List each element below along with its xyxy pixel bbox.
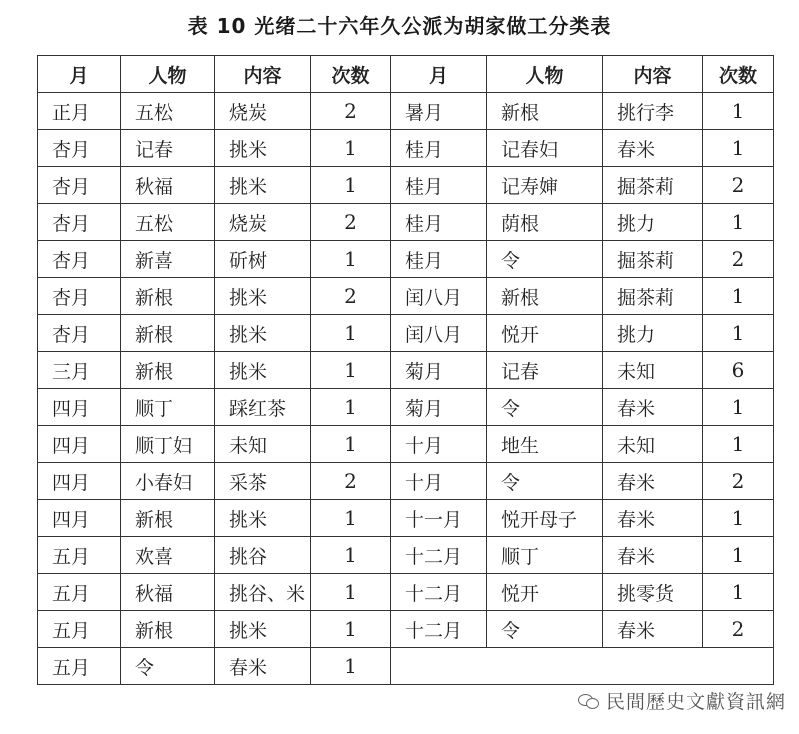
- table-row: [38, 537, 774, 574]
- person-cell: 记春: [121, 130, 215, 167]
- month-cell: 正月: [38, 93, 121, 130]
- count-cell: 1: [311, 500, 391, 537]
- person-cell: 秋福: [121, 574, 215, 611]
- header-count: 次数: [311, 56, 391, 93]
- count-cell: 1: [703, 315, 774, 352]
- table-row: [38, 352, 774, 389]
- person-cell: 悦开: [487, 574, 603, 611]
- count-cell: 1: [311, 167, 391, 204]
- person-cell: 小春妇: [121, 463, 215, 500]
- count-cell: 2: [703, 241, 774, 278]
- header-content: 内容: [603, 56, 703, 93]
- content-cell: 春米: [603, 389, 703, 426]
- count-cell: 1: [311, 315, 391, 352]
- person-cell: 秋福: [121, 167, 215, 204]
- content-cell: 烧炭: [215, 93, 311, 130]
- month-cell: 暑月: [391, 93, 487, 130]
- month-cell: 闰八月: [391, 315, 487, 352]
- count-cell: 1: [703, 130, 774, 167]
- content-cell: 斫树: [215, 241, 311, 278]
- person-cell: 新喜: [121, 241, 215, 278]
- content-cell: 挑米: [215, 500, 311, 537]
- content-cell: 挑米: [215, 611, 311, 648]
- count-cell: 2: [311, 278, 391, 315]
- count-cell: 1: [311, 574, 391, 611]
- month-cell: 四月: [38, 463, 121, 500]
- month-cell: 四月: [38, 389, 121, 426]
- header-row: [38, 56, 774, 93]
- count-cell: 6: [703, 352, 774, 389]
- count-cell: 1: [311, 611, 391, 648]
- person-cell: 地生: [487, 426, 603, 463]
- month-cell: 四月: [38, 426, 121, 463]
- count-cell: 1: [311, 241, 391, 278]
- watermark-text: 民間歷史文獻資訊網: [606, 691, 787, 713]
- content-cell: 春米: [603, 463, 703, 500]
- content-cell: 春米: [215, 648, 311, 685]
- count-cell: 1: [703, 93, 774, 130]
- month-cell: 桂月: [391, 241, 487, 278]
- content-cell: 挑行李: [603, 93, 703, 130]
- content-cell: 挑米: [215, 130, 311, 167]
- person-cell: 新根: [487, 278, 603, 315]
- header-person: 人物: [487, 56, 603, 93]
- person-cell: 顺丁: [487, 537, 603, 574]
- content-cell: 挑力: [603, 204, 703, 241]
- table-row: [38, 278, 774, 315]
- content-cell: 踩红茶: [215, 389, 311, 426]
- person-cell: 五松: [121, 204, 215, 241]
- count-cell: 2: [703, 167, 774, 204]
- header-month: 月: [391, 56, 487, 93]
- content-cell: 未知: [603, 426, 703, 463]
- header-month: 月: [38, 56, 121, 93]
- table-row: [38, 130, 774, 167]
- header-content: 内容: [215, 56, 311, 93]
- content-cell: 春米: [603, 500, 703, 537]
- header-person: 人物: [121, 56, 215, 93]
- table-row: [38, 648, 774, 685]
- month-cell: 菊月: [391, 389, 487, 426]
- month-cell: 桂月: [391, 130, 487, 167]
- month-cell: 五月: [38, 574, 121, 611]
- content-cell: 未知: [603, 352, 703, 389]
- count-cell: 1: [703, 500, 774, 537]
- table-row: [38, 204, 774, 241]
- person-cell: 顺丁: [121, 389, 215, 426]
- content-cell: 挑零货: [603, 574, 703, 611]
- person-cell: 令: [487, 611, 603, 648]
- work-table: [37, 55, 774, 685]
- month-cell: 闰八月: [391, 278, 487, 315]
- content-cell: 烧炭: [215, 204, 311, 241]
- month-cell: 桂月: [391, 204, 487, 241]
- person-cell: 顺丁妇: [121, 426, 215, 463]
- table-row: [38, 500, 774, 537]
- person-cell: 新根: [487, 93, 603, 130]
- content-cell: 采茶: [215, 463, 311, 500]
- person-cell: 新根: [121, 500, 215, 537]
- person-cell: 新根: [121, 315, 215, 352]
- person-cell: 悦开: [487, 315, 603, 352]
- content-cell: 春米: [603, 130, 703, 167]
- person-cell: 悦开母子: [487, 500, 603, 537]
- month-cell: 杏月: [38, 204, 121, 241]
- header-count: 次数: [703, 56, 774, 93]
- month-cell: 杏月: [38, 167, 121, 204]
- month-cell: 十二月: [391, 574, 487, 611]
- wechat-icon: [578, 692, 600, 710]
- count-cell: 2: [703, 463, 774, 500]
- person-cell: 记春妇: [487, 130, 603, 167]
- count-cell: 1: [703, 426, 774, 463]
- month-cell: 五月: [38, 611, 121, 648]
- table-title: 表 10 光绪二十六年久公派为胡家做工分类表: [187, 14, 612, 38]
- person-cell: 令: [487, 463, 603, 500]
- content-cell: 挑谷: [215, 537, 311, 574]
- count-cell: 2: [703, 611, 774, 648]
- count-cell: 2: [311, 204, 391, 241]
- month-cell: 十二月: [391, 611, 487, 648]
- person-cell: 荫根: [487, 204, 603, 241]
- table-row: [38, 93, 774, 130]
- table-row: [38, 426, 774, 463]
- table-row: [38, 611, 774, 648]
- person-cell: 令: [487, 241, 603, 278]
- person-cell: 令: [121, 648, 215, 685]
- count-cell: 1: [311, 426, 391, 463]
- table-body: [38, 93, 774, 685]
- content-cell: 挑米: [215, 167, 311, 204]
- table-row: [38, 574, 774, 611]
- month-cell: 菊月: [391, 352, 487, 389]
- person-cell: 新根: [121, 611, 215, 648]
- month-cell: 杏月: [38, 130, 121, 167]
- count-cell: 1: [311, 537, 391, 574]
- month-cell: 十一月: [391, 500, 487, 537]
- month-cell: 十月: [391, 463, 487, 500]
- person-cell: 令: [487, 389, 603, 426]
- table-row: [38, 241, 774, 278]
- person-cell: 记春: [487, 352, 603, 389]
- table-row: [38, 315, 774, 352]
- watermark: [578, 687, 786, 714]
- table-row: [38, 463, 774, 500]
- month-cell: 杏月: [38, 241, 121, 278]
- count-cell: 2: [311, 463, 391, 500]
- content-cell: 春米: [603, 611, 703, 648]
- month-cell: 四月: [38, 500, 121, 537]
- count-cell: 1: [703, 389, 774, 426]
- content-cell: 挑米: [215, 352, 311, 389]
- count-cell: 2: [311, 93, 391, 130]
- month-cell: 五月: [38, 537, 121, 574]
- person-cell: 记寿婶: [487, 167, 603, 204]
- month-cell: 杏月: [38, 278, 121, 315]
- month-cell: 十月: [391, 426, 487, 463]
- month-cell: 三月: [38, 352, 121, 389]
- content-cell: 挑米: [215, 315, 311, 352]
- month-cell: 五月: [38, 648, 121, 685]
- content-cell: 挑力: [603, 315, 703, 352]
- count-cell: 1: [311, 648, 391, 685]
- count-cell: 1: [311, 389, 391, 426]
- count-cell: 1: [311, 130, 391, 167]
- empty-cell: [391, 648, 774, 685]
- count-cell: 1: [311, 352, 391, 389]
- content-cell: 掘茶莉: [603, 167, 703, 204]
- count-cell: 1: [703, 537, 774, 574]
- person-cell: 欢喜: [121, 537, 215, 574]
- content-cell: 挑米: [215, 278, 311, 315]
- count-cell: 1: [703, 278, 774, 315]
- month-cell: 桂月: [391, 167, 487, 204]
- person-cell: 新根: [121, 352, 215, 389]
- month-cell: 杏月: [38, 315, 121, 352]
- content-cell: 掘茶莉: [603, 241, 703, 278]
- content-cell: 未知: [215, 426, 311, 463]
- content-cell: 掘茶莉: [603, 278, 703, 315]
- count-cell: 1: [703, 204, 774, 241]
- content-cell: 春米: [603, 537, 703, 574]
- person-cell: 五松: [121, 93, 215, 130]
- count-cell: 1: [703, 574, 774, 611]
- table-row: [38, 389, 774, 426]
- month-cell: 十二月: [391, 537, 487, 574]
- table-row: [38, 167, 774, 204]
- person-cell: 新根: [121, 278, 215, 315]
- content-cell: 挑谷、米: [215, 574, 311, 611]
